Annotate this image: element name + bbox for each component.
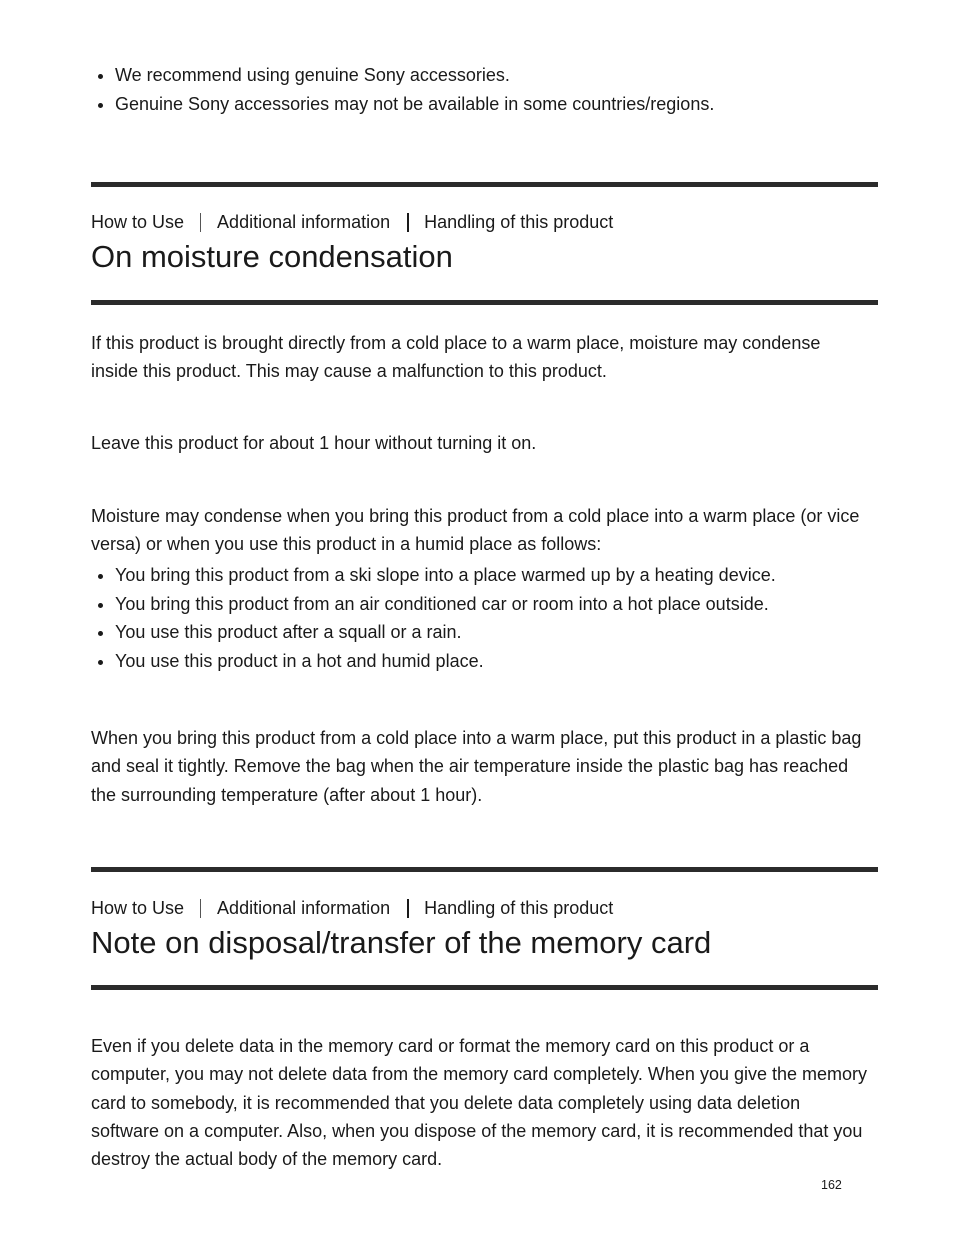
list-item: You use this product after a squall or a rain. bbox=[91, 618, 776, 647]
list-item: You use this product in a hot and humid place. bbox=[91, 647, 776, 676]
breadcrumb-item-additional-information[interactable]: Additional information bbox=[217, 212, 391, 232]
breadcrumb-item-handling[interactable]: Handling of this product bbox=[424, 898, 614, 918]
list-item: We recommend using genuine Sony accessories. bbox=[91, 61, 714, 90]
section-top-rule bbox=[91, 182, 878, 187]
breadcrumb-separator bbox=[200, 213, 201, 232]
top-bullet-list bbox=[91, 61, 714, 118]
list-item: You bring this product from an air conditioned car or room into a hot place outside. bbox=[91, 590, 776, 619]
section-top-rule bbox=[91, 867, 878, 872]
bullet-list bbox=[91, 561, 776, 675]
breadcrumb-separator bbox=[200, 899, 201, 918]
page-title: Note on disposal/transfer of the memory card bbox=[91, 925, 712, 960]
body-paragraph: Moisture may condense when you bring this product from a cold place into a warm place (or vice versa) or when you use this product in a humid place as follows: bbox=[91, 506, 860, 555]
body-paragraph: Even if you delete data in the memory card or format the memory card on this product or a computer, you may not delete data from the memory card completely. When you give the memory card to somebody, it is recommended that you delete data completely using data deletion software on a computer. Also, when you dispose of the memory card, it is recommended that you destroy the actual body of the memory card. bbox=[91, 1036, 868, 1170]
page-title: On moisture condensation bbox=[91, 239, 453, 274]
breadcrumb bbox=[91, 210, 613, 234]
list-item: Genuine Sony accessories may not be available in some countries/regions. bbox=[91, 90, 714, 119]
breadcrumb-item-handling[interactable]: Handling of this product bbox=[424, 212, 614, 232]
body-paragraph: When you bring this product from a cold place into a warm place, put this product in a plastic bag and seal it tightly. Remove the bag when the air temperature inside the plastic bag has reached the surrounding temperature (after about 1 hour). bbox=[91, 728, 862, 805]
list-item: You bring this product from a ski slope into a place warmed up by a heating device. bbox=[91, 561, 776, 590]
section-bottom-rule bbox=[91, 300, 878, 305]
breadcrumb-item-additional-information[interactable]: Additional information bbox=[217, 898, 391, 918]
body-paragraph: Leave this product for about 1 hour without turning it on. bbox=[91, 433, 537, 453]
page-number: 162 bbox=[821, 1178, 842, 1192]
breadcrumb-separator bbox=[407, 899, 409, 918]
body-paragraph: If this product is brought directly from a cold place to a warm place, moisture may condense inside this product. This may cause a malfunction to this product. bbox=[91, 333, 821, 382]
breadcrumb-separator bbox=[407, 213, 409, 232]
breadcrumb bbox=[91, 896, 613, 920]
breadcrumb-item-how-to-use[interactable]: How to Use bbox=[91, 212, 185, 232]
section-bottom-rule bbox=[91, 985, 878, 990]
breadcrumb-item-how-to-use[interactable]: How to Use bbox=[91, 898, 185, 918]
